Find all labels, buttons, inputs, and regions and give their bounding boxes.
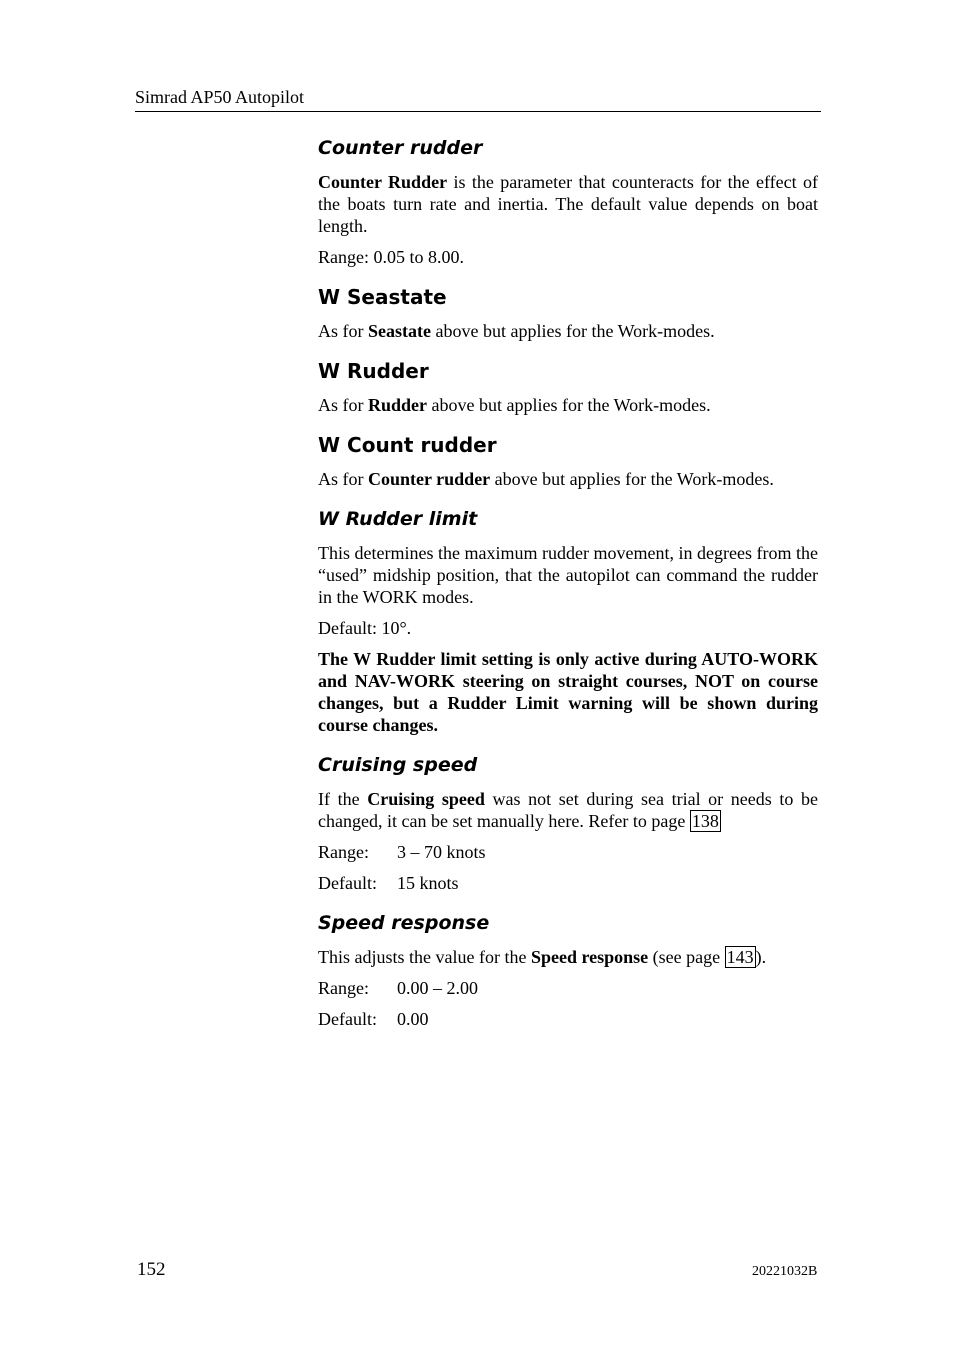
heading-speed-response: Speed response <box>318 912 490 934</box>
section-w-rudder-limit <box>318 504 818 736</box>
default-value: 0.00 <box>397 1009 429 1029</box>
text: above but applies for the Work-modes. <box>490 469 774 489</box>
cruising-speed-default <box>318 872 818 894</box>
heading-w-rudder: W Rudder <box>318 359 429 383</box>
heading-w-count-rudder: W Count rudder <box>318 433 497 457</box>
bold-term: Counter rudder <box>368 469 491 489</box>
default-value: 15 knots <box>397 873 459 893</box>
section-cruising-speed <box>318 750 818 894</box>
page-reference-link[interactable]: 143 <box>726 947 754 967</box>
w-rudder-limit-note: The W Rudder limit setting is only active during AUTO-WORK and NAV-WORK steering on straight courses, NOT on course changes, but a Rudder Limit warning will be shown during course changes. <box>318 649 818 735</box>
paragraph-w-count-rudder <box>318 468 818 490</box>
page-content <box>318 133 818 1039</box>
bold-term: Speed response <box>530 947 649 967</box>
paragraph-text: is the parameter that counteracts for the effect of the boats turn rate and inertia. The default value depends on boat length. <box>318 172 818 236</box>
default-label: Default: <box>318 873 377 893</box>
heading-cruising-speed: Cruising speed <box>318 754 478 776</box>
text: above but applies for the Work-modes. <box>430 321 715 341</box>
default-label: Default: <box>318 1009 377 1029</box>
paragraph-w-rudder <box>318 394 818 416</box>
page-number: 152 <box>137 1259 166 1280</box>
text: As for <box>318 321 368 341</box>
text: As for <box>318 469 368 489</box>
bold-term: Seastate <box>368 321 431 341</box>
page-reference-link[interactable]: 138 <box>691 811 719 831</box>
heading-w-seastate: W Seastate <box>318 285 447 309</box>
text: If the <box>318 789 368 809</box>
text: (see page <box>648 947 725 967</box>
bold-term: Counter Rudder <box>318 172 448 192</box>
section-w-seastate <box>318 282 818 342</box>
running-header <box>135 86 821 112</box>
paragraph-w-seastate <box>318 320 818 342</box>
heading-counter-rudder: Counter rudder <box>318 137 483 159</box>
heading-w-rudder-limit: W Rudder limit <box>318 508 478 530</box>
document-code: 20221032B <box>752 1264 818 1279</box>
range-value: 3 – 70 knots <box>397 842 486 862</box>
range-label: Range: <box>318 842 369 862</box>
section-w-count-rudder <box>318 430 818 490</box>
paragraph-speed-response <box>318 946 818 968</box>
w-rudder-limit-default: Default: 10°. <box>318 618 412 638</box>
counter-rudder-range: Range: 0.05 to 8.00. <box>318 247 464 267</box>
manual-title: Simrad AP50 Autopilot <box>135 87 305 107</box>
section-counter-rudder <box>318 133 818 268</box>
speed-response-range <box>318 977 818 999</box>
text: ). <box>755 947 767 967</box>
section-speed-response <box>318 908 818 1030</box>
bold-term: Cruising speed <box>367 789 485 809</box>
bold-term: Rudder <box>368 395 428 415</box>
paragraph-counter-rudder <box>318 171 818 237</box>
text: above but applies for the Work-modes. <box>427 395 711 415</box>
paragraph-w-rudder-limit: This determines the maximum rudder movement, in degrees from the “used” midship position, that the autopilot can command the rudder in the WORK modes. <box>318 543 818 607</box>
cruising-speed-range <box>318 841 818 863</box>
range-value: 0.00 – 2.00 <box>397 978 478 998</box>
range-label: Range: <box>318 978 369 998</box>
section-w-rudder <box>318 356 818 416</box>
text: As for <box>318 395 368 415</box>
paragraph-cruising-speed <box>318 788 818 832</box>
text: This adjusts the value for the <box>318 947 531 967</box>
speed-response-default <box>318 1008 818 1030</box>
text: was not set during sea trial or needs to be changed, it can be set manually here. Refer to page <box>318 789 819 831</box>
